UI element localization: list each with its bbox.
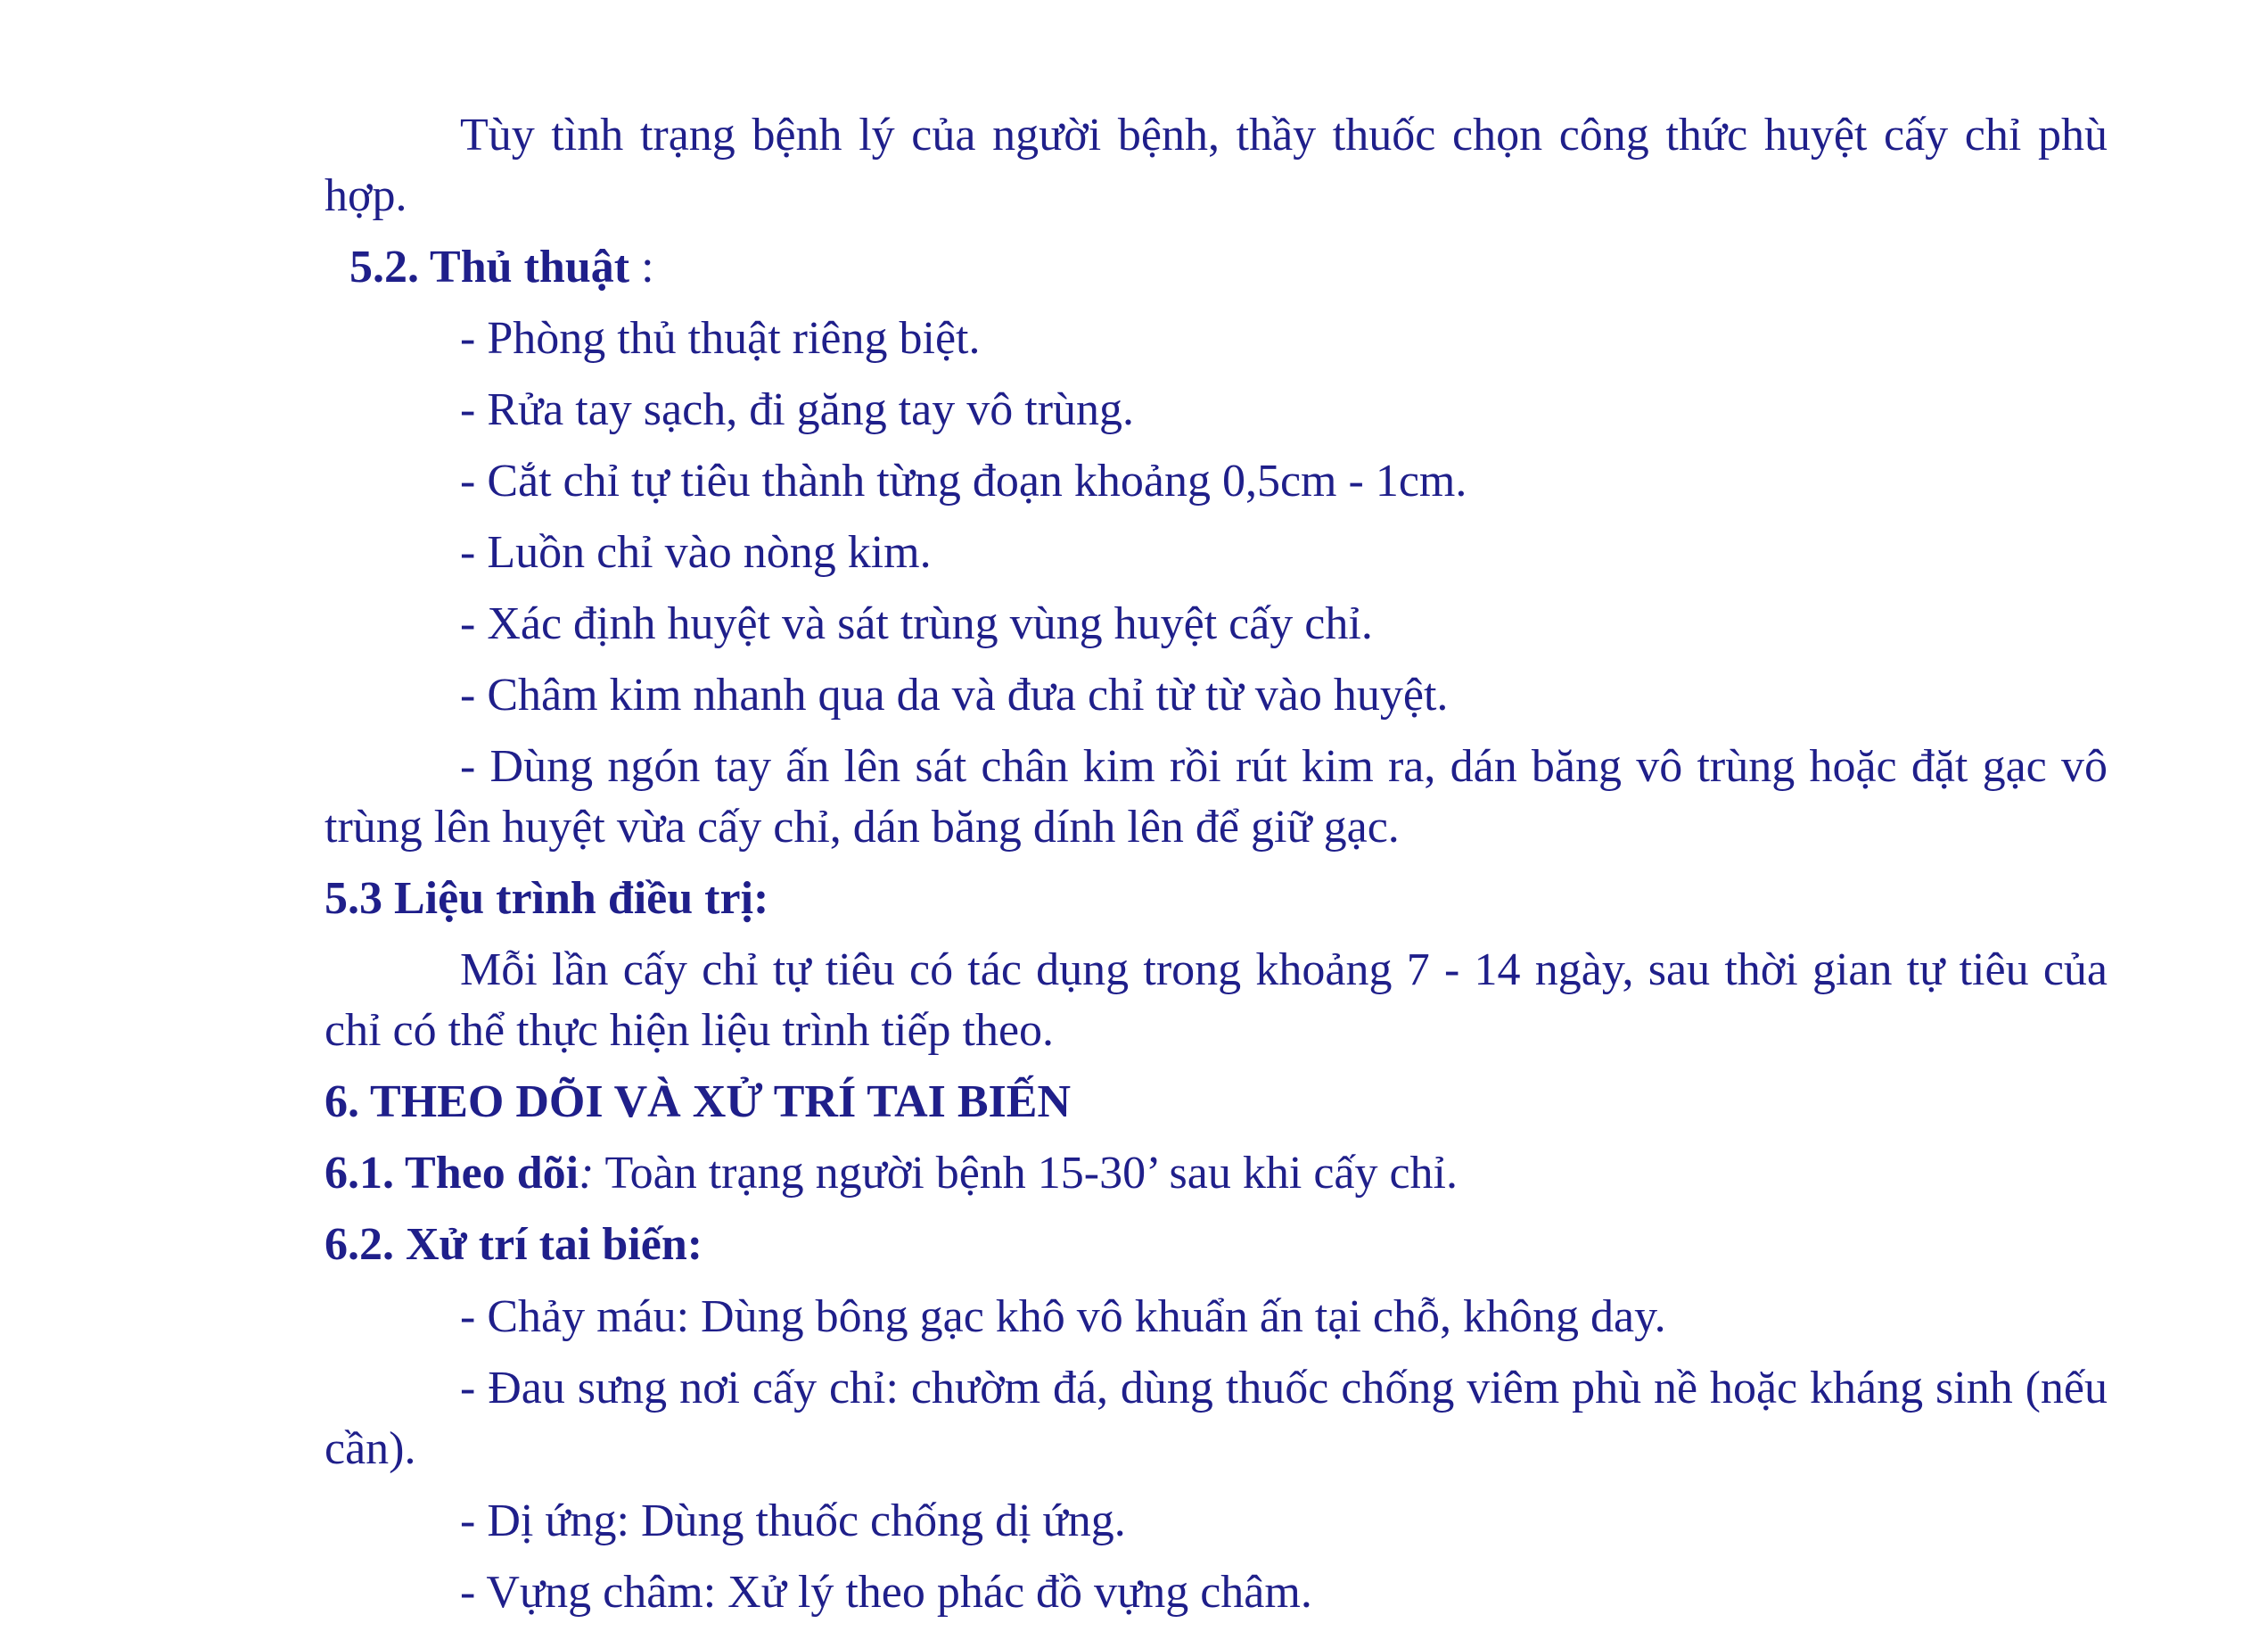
section-6-2-heading: 6.2. Xử trí tai biến: — [325, 1219, 703, 1270]
section-6-heading: 6. THEO DÕI VÀ XỬ TRÍ TAI BIẾN — [325, 1076, 1072, 1127]
procedure-step-7: - Dùng ngón tay ấn lên sát chân kim rồi rút kim ra, dán băng vô trùng hoặc đặt gạc vô trùng lên huyệt vừa cấy chỉ, dán băng dính lên để giữ gạc. — [325, 741, 2108, 853]
section-6-1-label: 6.1. Theo dõi — [325, 1148, 579, 1199]
procedure-step-4: - Luồn chỉ vào nòng kim. — [460, 527, 932, 578]
procedure-step-3: - Cắt chỉ tự tiêu thành từng đoạn khoảng 0,5cm - 1cm. — [460, 456, 1467, 507]
intro-paragraph: Tùy tình trạng bệnh lý của người bệnh, thầy thuốc chọn công thức huyệt cấy chỉ phù hợp. — [325, 110, 2108, 221]
section-5-2-colon: : — [629, 242, 654, 293]
procedure-step-5: - Xác định huyệt và sát trùng vùng huyệt cấy chỉ. — [460, 598, 1373, 649]
section-5-3-heading: 5.3 Liệu trình điều trị: — [325, 873, 769, 924]
section-5-2-heading — [325, 237, 2108, 298]
complication-allergy: - Dị ứng: Dùng thuốc chống dị ứng. — [460, 1496, 1126, 1546]
procedure-step-1: - Phòng thủ thuật riêng biệt. — [460, 313, 981, 364]
section-5-3-body: Mỗi lần cấy chỉ tự tiêu có tác dụng trong khoảng 7 - 14 ngày, sau thời gian tự tiêu của chỉ có thể thực hiện liệu trình tiếp theo. — [325, 944, 2108, 1056]
section-6-1-colon: : — [579, 1148, 595, 1199]
procedure-step-2: - Rửa tay sạch, đi găng tay vô trùng. — [460, 384, 1135, 435]
section-6-1-line — [325, 1143, 2108, 1204]
section-5-2-title: 5.2. Thủ thuật — [349, 242, 630, 293]
complication-swelling: - Đau sưng nơi cấy chỉ: chườm đá, dùng thuốc chống viêm phù nề hoặc kháng sinh (nếu cần). — [325, 1363, 2108, 1474]
document-page — [325, 105, 2108, 1623]
complication-bleeding: - Chảy máu: Dùng bông gạc khô vô khuẩn ấn tại chỗ, không day. — [460, 1291, 1666, 1342]
section-6-1-text: Toàn trạng người bệnh 15-30’ sau khi cấy chỉ. — [594, 1148, 1459, 1199]
complication-needle-shock: - Vựng châm: Xử lý theo phác đồ vựng châm. — [460, 1567, 1312, 1618]
procedure-step-6: - Châm kim nhanh qua da và đưa chỉ từ từ vào huyệt. — [460, 670, 1449, 721]
